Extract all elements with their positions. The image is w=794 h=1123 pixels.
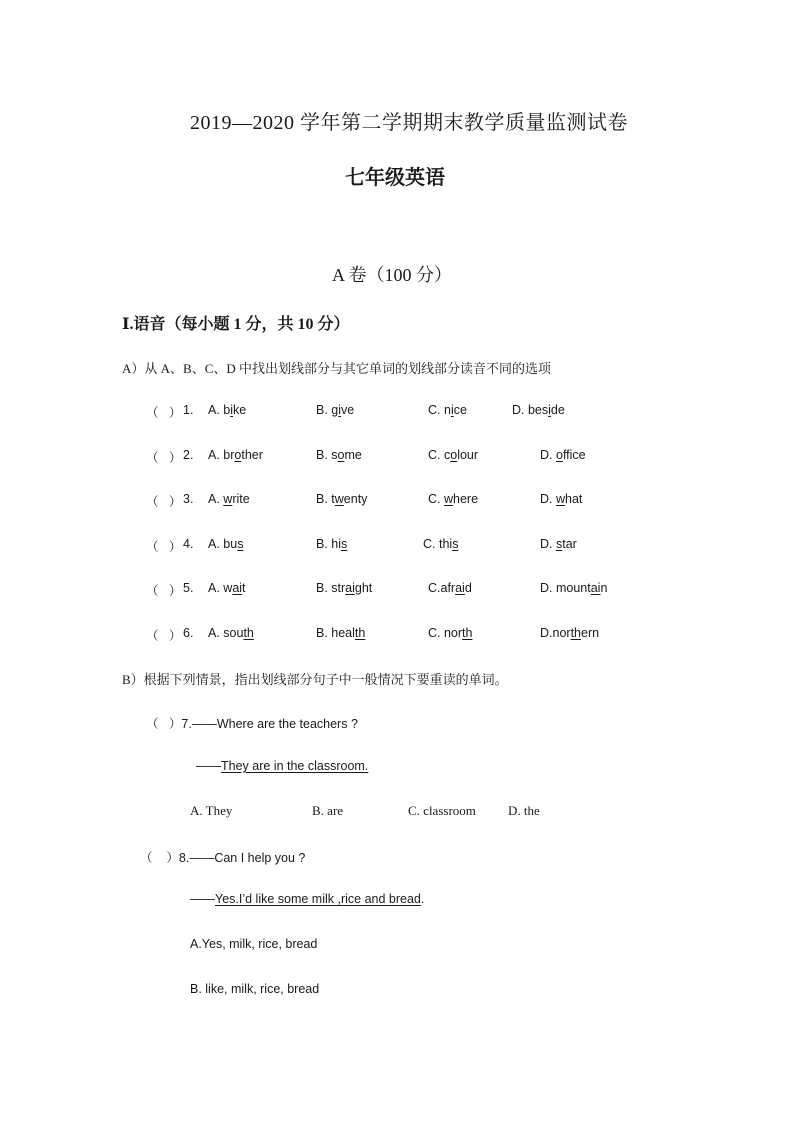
question-7-option-d: D. the	[508, 803, 540, 818]
option-prefix: B. heal	[316, 626, 355, 640]
answer-bracket[interactable]: （ ）	[146, 495, 182, 509]
option-c	[423, 537, 458, 551]
option-prefix: B. s	[316, 448, 338, 462]
option-a	[208, 403, 246, 417]
option-suffix: me	[344, 448, 362, 462]
underlined-letters: s	[237, 537, 244, 551]
question-number: 5.	[183, 581, 194, 595]
underlined-letters: w	[223, 492, 233, 506]
underlined-letters: o	[234, 448, 242, 462]
option-prefix: B. g	[316, 403, 339, 417]
option-suffix: ffice	[562, 448, 586, 462]
question-number: 2.	[183, 448, 194, 462]
question-8	[140, 848, 305, 866]
option-b	[316, 403, 354, 417]
option-prefix: B. str	[316, 581, 346, 595]
question-7-text: ）7.——Where are the teachers ?	[168, 717, 358, 731]
question-number: 6.	[183, 626, 194, 640]
option-suffix: ce	[453, 403, 467, 417]
dash: ——	[196, 759, 221, 773]
period: .	[420, 892, 425, 906]
option-suffix: d	[464, 581, 472, 595]
option-d	[540, 626, 599, 640]
option-prefix: B. t	[316, 492, 335, 506]
option-prefix: C.	[428, 492, 444, 506]
question-7-option-b: B. are	[312, 803, 344, 818]
option-suffix: lour	[457, 448, 479, 462]
option-d	[512, 403, 565, 417]
option-b	[316, 626, 365, 640]
underlined-letters: ai	[455, 581, 465, 595]
option-prefix: B. hi	[316, 537, 342, 551]
option-prefix: D.nor	[540, 626, 571, 640]
question-number: 1.	[183, 403, 194, 417]
option-suffix: ther	[241, 448, 263, 462]
option-d	[540, 492, 582, 506]
option-prefix: C. nor	[428, 626, 463, 640]
option-c	[428, 448, 478, 462]
question-7-answer: They are in the classroom.	[221, 759, 369, 773]
question-8-dialog	[190, 892, 424, 906]
option-a	[208, 492, 250, 506]
exam-subtitle: 七年级英语	[345, 167, 445, 189]
option-prefix: D. mount	[540, 581, 591, 595]
option-prefix: A. sou	[208, 626, 244, 640]
underlined-letters: w	[334, 492, 344, 506]
underlined-letters: o	[555, 448, 563, 462]
part-b-instruction: B）根据下列情景，指出划线部分句子中一般情况下要重读的单词。	[122, 672, 508, 687]
paper-label: A 卷（100 分）	[332, 265, 453, 285]
option-d	[540, 581, 607, 595]
option-suffix: t	[242, 581, 246, 595]
option-prefix: A. w	[208, 581, 233, 595]
answer-bracket[interactable]: （ ）	[146, 584, 182, 598]
question-number: 4.	[183, 537, 194, 551]
answer-bracket[interactable]: （ ）	[146, 629, 182, 643]
answer-bracket[interactable]: （ ）	[146, 451, 182, 465]
underlined-letters: i	[230, 403, 234, 417]
underlined-letters: th	[354, 626, 366, 640]
option-prefix: A.	[208, 492, 224, 506]
underlined-letters: th	[243, 626, 254, 640]
option-c	[428, 492, 478, 506]
option-a	[208, 537, 243, 551]
question-8-option-b: B. like, milk, rice, bread	[190, 982, 320, 996]
option-suffix: de	[550, 403, 565, 417]
underlined-letters: w	[555, 492, 566, 506]
question-8-text: ）8.——Can I help you ?	[166, 851, 306, 865]
question-7-option-a: A. They	[190, 803, 233, 818]
section-heading: Ⅰ.语音（每小题 1 分，共 10 分）	[122, 316, 350, 333]
option-prefix: D.	[540, 492, 556, 506]
option-suffix: ern	[581, 626, 600, 640]
underlined-letters: o	[450, 448, 458, 462]
answer-bracket[interactable]: （	[146, 717, 169, 731]
underlined-letters: o	[337, 448, 345, 462]
option-d	[540, 448, 586, 462]
option-b	[316, 448, 362, 462]
option-prefix: C.afr	[428, 581, 456, 595]
option-b	[316, 537, 347, 551]
underlined-letters: ai	[232, 581, 243, 595]
option-c	[428, 626, 472, 640]
option-suffix: enty	[343, 492, 368, 506]
answer-bracket[interactable]: （ ）	[146, 540, 182, 554]
option-prefix: C. n	[428, 403, 451, 417]
question-7-dialog	[196, 759, 368, 773]
option-suffix: ght	[354, 581, 373, 595]
option-a	[208, 626, 254, 640]
option-a	[208, 581, 246, 595]
underlined-letters: w	[443, 492, 454, 506]
answer-bracket[interactable]: （	[140, 851, 167, 865]
question-7-option-c: C. classroom	[408, 803, 476, 818]
question-8-option-a: A.Yes, milk, rice, bread	[190, 937, 318, 951]
underlined-letters: s	[555, 537, 563, 551]
option-suffix: tar	[562, 537, 577, 551]
option-prefix: D.	[540, 537, 556, 551]
underlined-letters: i	[548, 403, 551, 417]
option-d	[540, 537, 577, 551]
option-b	[316, 581, 372, 595]
option-suffix: ke	[233, 403, 247, 417]
option-prefix: A. br	[208, 448, 235, 462]
option-suffix: hat	[565, 492, 583, 506]
answer-bracket[interactable]: （ ）	[146, 406, 182, 420]
option-suffix: rite	[232, 492, 250, 506]
option-suffix: here	[453, 492, 479, 506]
question-7	[146, 714, 358, 732]
option-prefix: A. bu	[208, 537, 238, 551]
underlined-letters: i	[338, 403, 342, 417]
option-suffix: n	[600, 581, 608, 595]
part-a-instruction: A）从 A、B、C、D 中找出划线部分与其它单词的划线部分读音不同的选项	[122, 361, 552, 376]
question-8-answer: Yes.I’d like some milk ,rice and bread	[215, 892, 421, 906]
question-number: 3.	[183, 492, 194, 506]
dash: ——	[190, 892, 215, 906]
option-c	[428, 581, 472, 595]
underlined-letters: s	[452, 537, 459, 551]
option-c	[428, 403, 467, 417]
underlined-letters: i	[450, 403, 454, 417]
option-prefix: D.	[540, 448, 556, 462]
option-prefix: A. b	[208, 403, 231, 417]
underlined-letters: s	[341, 537, 348, 551]
option-prefix: C. thi	[423, 537, 453, 551]
underlined-letters: ai	[345, 581, 355, 595]
option-suffix: ve	[341, 403, 355, 417]
underlined-letters: ai	[590, 581, 601, 595]
option-a	[208, 448, 263, 462]
underlined-letters: th	[462, 626, 473, 640]
exam-title: 2019—2020 学年第二学期期末教学质量监测试卷	[190, 112, 628, 134]
underlined-letters: th	[570, 626, 582, 640]
option-prefix: D. bes	[512, 403, 549, 417]
option-b	[316, 492, 367, 506]
option-prefix: C. c	[428, 448, 451, 462]
